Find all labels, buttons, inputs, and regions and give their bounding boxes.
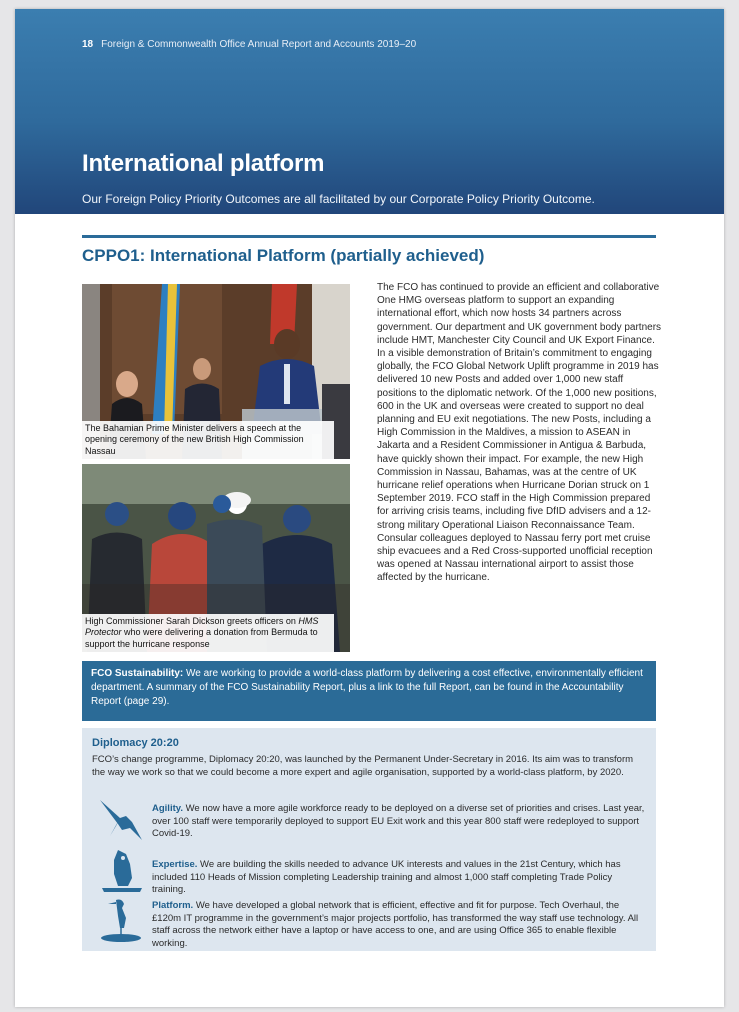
diplomacy-item-platform: [152, 900, 647, 950]
photo-caption: [82, 614, 334, 653]
caption-text: who were delivering a donation from Bermuda to support the hurricane response: [85, 627, 318, 649]
item-text: We are building the skills needed to advance UK interests and values in the 21st Century, which has included 110 Heads of Mission completing Leadership training and almost 1,000 staff completing Trade Policy training.: [152, 859, 621, 895]
swallow-icon: [96, 796, 146, 844]
item-text: We now have a more agile workforce ready to be deployed on a diverse set of priorities and crises. Last year, over 100 staff were temporarily deployed to support EU Exit work and this year 800 staff were redeployed to support Covid-19.: [152, 803, 645, 839]
photo-hms-protector: [82, 464, 350, 652]
sustainability-label: FCO Sustainability:: [91, 668, 184, 679]
owl-icon: [96, 846, 146, 894]
body-paragraph: The FCO has continued to provide an efficient and collaborative One HMG overseas platform to support an expanding international effort, which now hosts 34 partners across government. Our department and UK government body partners include HMT, Manchester City Council and UK Export Finance. In a visible demonstration of Britain’s commitment to engaging globally, the FCO Global Network Uplift programme in 2019 has delivered 10 new Posts and added over 1,000 new staff positions to the diplomatic network. Of the 1,000 new positions, 600 in the UK and overseas were created to support no deal planning and EU exit negotiations. The new Posts, including a High Commission in the Maldives, a mission to ASEAN in Jakarta and a Resident Commissioner in Antigua & Barbuda, have quickly shown their impact. For example, the new High Commission in Nassau, Bahamas, was at the centre of UK hurricane relief operations when Hurricane Dorian struck on 1 September 2019. FCO staff in the High Commission prepared for arriving crisis teams, including five DfID advisers and a 12-strong military Operational Liaison Reconnaissance Team. Consular colleagues deployed to Nassau ferry port met cruise ship evacuees and a Red Cross-supported unofficial reception was opened at Nassau international airport to assist those affected by the hurricane.: [377, 282, 662, 584]
section-title: CPPO1: International Platform (partially achieved): [82, 246, 485, 265]
diplomacy-item-agility: [152, 803, 647, 841]
diplomacy-intro: FCO’s change programme, Diplomacy 20:20, was launched by the Permanent Under-Secretary in 2016. Its aim was to transform the way we work so that we could become a more expert and agile organisation, supported by a world-class platform, by 2020.: [92, 754, 634, 778]
caption-text: High Commissioner Sarah Dickson greets officers on: [85, 615, 299, 626]
sustainability-callout: [82, 661, 656, 721]
diplomacy-panel: [82, 728, 656, 951]
page-title: International platform: [82, 150, 325, 177]
item-keyword: Platform.: [152, 900, 194, 911]
photo-caption: The Bahamian Prime Minister delivers a speech at the opening ceremony of the new British High Commission Nassau: [82, 421, 334, 460]
report-page: [15, 9, 724, 1007]
item-keyword: Agility.: [152, 803, 183, 814]
running-title: Foreign & Commonwealth Office Annual Report and Accounts 2019–20: [101, 39, 417, 50]
sustainability-text: We are working to provide a world-class platform by delivering a cost effective, environmentally efficient department. A summary of the FCO Sustainability Report, plus a link to the full Report, can be found in the Accountability Report (page 29).: [91, 668, 643, 707]
item-keyword: Expertise.: [152, 859, 198, 870]
header-banner: [15, 9, 724, 214]
photo-pm-speech: [82, 284, 350, 459]
page-subtitle: Our Foreign Policy Priority Outcomes are all facilitated by our Corporate Policy Priority Outcome.: [82, 192, 595, 206]
item-text: We have developed a global network that is efficient, effective and fit for purpose. Tech Overhaul, the £120m IT programme in the government’s major projects portfolio, has transformed the way staff use technology. All staff across the network either have a laptop or have access to one, and are using Office 365 to enable flexible working.: [152, 900, 639, 949]
running-header: [82, 39, 416, 50]
stork-nest-icon: [96, 896, 146, 944]
page-number: 18: [82, 39, 94, 50]
ship-name: HMS Protector: [85, 615, 319, 637]
diplomacy-item-expertise: [152, 859, 647, 897]
section-rule: [82, 235, 656, 238]
diplomacy-title: Diplomacy 20:20: [92, 737, 179, 749]
